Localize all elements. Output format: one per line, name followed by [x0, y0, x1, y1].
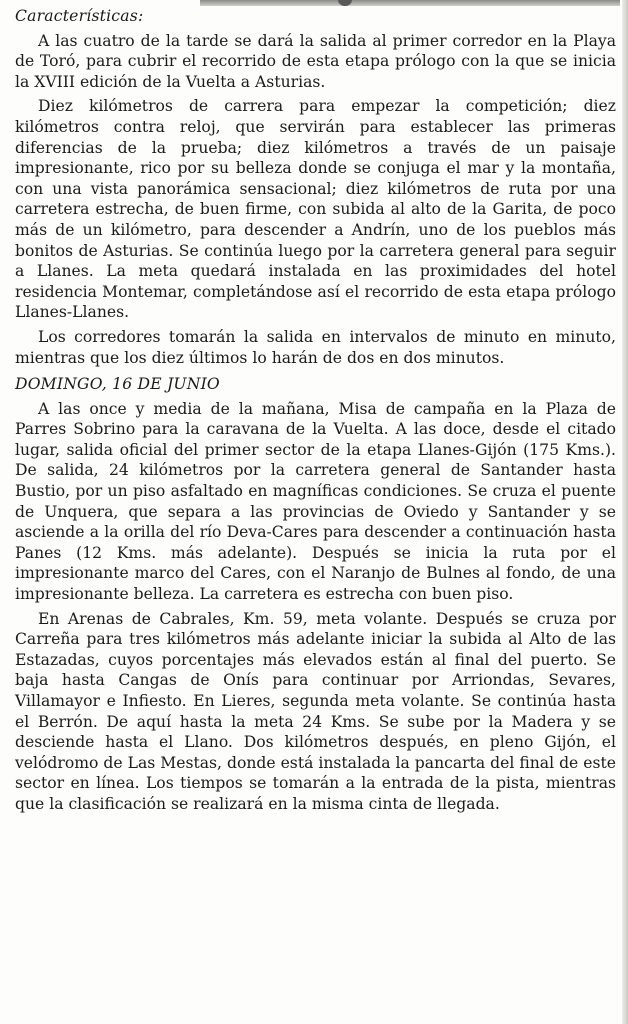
- paragraph: Diez kilómetros de carrera para empezar la competición; diez kilómetros contra reloj, que servirán para establecer las primeras diferencias de la prueba; diez kilómetros a través de un paisaje impresionante, rico por su belleza donde se conjuga el mar y la montaña, con una vista panorámica sensacional; diez kilómetros de ruta por una carretera estrecha, de buen firme, con subida al alto de la Garita, de poco más de un kilómetro, para descender a Andrín, uno de los pueblos más bonitos de Asturias. Se continúa luego por la carretera general para seguir a Llanes. La meta quedará instalada en las proximidades del hotel residencia Montemar, completándose así el recorrido de esta etapa prólogo Llanes-Llanes.: [15, 97, 616, 322]
- section-heading-caracteristicas: Características:: [15, 7, 144, 25]
- paragraph: Los corredores tomarán la salida en intervalos de minuto en minuto, mientras que los diez últimos lo harán de dos en dos minutos.: [15, 327, 616, 367]
- paragraph: A las cuatro de la tarde se dará la salida al primer corredor en la Playa de Toró, para cubrir el recorrido de esta etapa prólogo con la que se inicia la XVIII edición de la Vuelta a Asturias.: [15, 31, 616, 91]
- article-column: [15, 6, 616, 819]
- section-heading-date: DOMINGO, 16 DE JUNIO: [15, 375, 220, 394]
- paragraph: En Arenas de Cabrales, Km. 59, meta volante. Después se cruza por Carreña para tres kilómetros más adelante iniciar la subida al Alto de las Estazadas, cuyos porcentajes más elevados están al final del puerto. Se baja hasta Cangas de Onís para continuar por Arriondas, Sevares, Villamayor e Infiesto. En Lieres, segunda meta volante. Se continúa hasta el Berrón. De aquí hasta la meta 24 Kms. Se sube por la Madera y se desciende hasta el Llano. Dos kilómetros después, en pleno Gijón, el velódromo de Las Mestas, donde está instalada la pancarta del final de este sector en línea. Los tiempos se tomarán a la entrada de la pista, mientras que la clasificación se realizará en la misma cinta de llegada.: [15, 609, 616, 813]
- paragraph: A las once y media de la mañana, Misa de campaña en la Plaza de Parres Sobrino para la caravana de la Vuelta. A las doce, desde el citado lugar, salida oficial del primer sector de la etapa Llanes-Gijón (175 Kms.). De salida, 24 kilómetros por la carretera general de Santander hasta Bustio, por un piso asfaltado en magníficas condiciones. Se cruza el puente de Unquera, que separa a las provincias de Oviedo y Santander y se asciende a la orilla del río Deva-Cares para descender a continuación hasta Panes (12 Kms. más adelante). Después se inicia la ruta por el impresionante marco del Cares, con el Naranjo de Bulnes al fondo, de una impresionante belleza. La carretera es estrecha con buen piso.: [15, 399, 616, 604]
- page-right-edge: [622, 0, 628, 1024]
